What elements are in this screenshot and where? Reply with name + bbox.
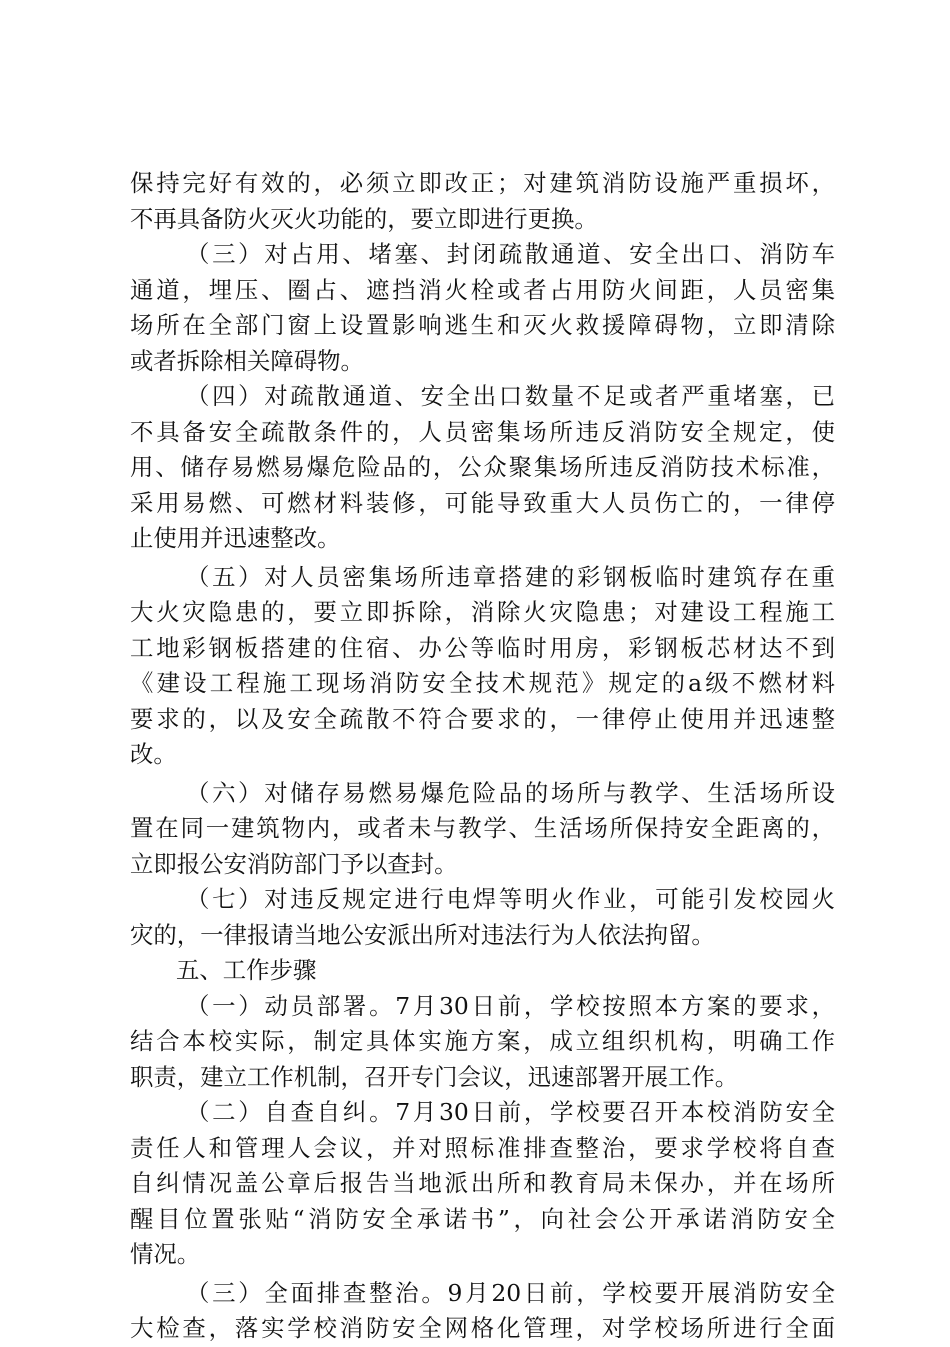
text-line: 立即报公安消防部门予以查封。 bbox=[130, 849, 458, 878]
text-line: 情况。 bbox=[130, 1240, 201, 1268]
text-line: 置在同一建筑物内，或者未与教学、生活场所保持安全距离的， bbox=[130, 814, 835, 842]
text-line: 自纠情况盖公章后报告当地派出所和教育局未保办，并在场所 bbox=[130, 1169, 835, 1197]
paragraph-five-start: （五）对人员密集场所违章搭建的彩钢板临时建筑存在重 bbox=[186, 562, 835, 591]
document-body bbox=[130, 166, 835, 1347]
paragraph-three-start: （三）对占用、堵塞、封闭疏散通道、安全出口、消防车 bbox=[186, 240, 835, 268]
text-line: 改。 bbox=[130, 740, 177, 768]
step-three-start: （三）全面排查整治。9月20日前，学校要开展消防安全 bbox=[186, 1278, 835, 1307]
text-line: 不具备安全疏散条件的，人员密集场所违反消防安全规定，使 bbox=[130, 417, 835, 446]
section-heading: 五、工作步骤 bbox=[176, 956, 317, 984]
text-line: 职责，建立工作机制，召开专门会议，迅速部署开展工作。 bbox=[130, 1062, 739, 1091]
text-line: 不再具备防火灭火功能的，要立即进行更换。 bbox=[130, 204, 598, 233]
text-line: 责任人和管理人会议，并对照标准排查整治，要求学校将自查 bbox=[130, 1133, 835, 1162]
step-two-start: （二）自查自纠。7月30日前，学校要召开本校消防安全 bbox=[186, 1098, 835, 1126]
text-line: 《建设工程施工现场消防安全技术规范》规定的a级不燃材料 bbox=[130, 669, 835, 697]
text-line: 醒目位置张贴“消防安全承诺书”，向社会公开承诺消防安全 bbox=[130, 1204, 835, 1233]
text-line: 工地彩钢板搭建的住宿、办公等临时用房，彩钢板芯材达不到 bbox=[130, 633, 835, 662]
text-line: 灾的，一律报请当地公安派出所对违法行为人依法拘留。 bbox=[130, 920, 715, 949]
text-line: 场所在全部门窗上设置影响逃生和灭火救援障碍物，立即清除 bbox=[130, 311, 835, 339]
text-line: 结合本校实际，制定具体实施方案，成立组织机构，明确工作 bbox=[130, 1027, 835, 1055]
text-line: 用、储存易燃易爆危险品的，公众聚集场所违反消防技术标准， bbox=[130, 453, 835, 481]
text-line: 要求的，以及安全疏散不符合要求的，一律停止使用并迅速整 bbox=[130, 704, 835, 733]
paragraph-four-start: （四）对疏散通道、安全出口数量不足或者严重堵塞，已 bbox=[186, 382, 835, 410]
step-one-start: （一）动员部署。7月30日前，学校按照本方案的要求， bbox=[186, 991, 835, 1020]
paragraph-seven-start: （七）对违反规定进行电焊等明火作业，可能引发校园火 bbox=[186, 885, 835, 913]
text-line: 大检查，落实学校消防安全网格化管理，对学校场所进行全面 bbox=[130, 1314, 835, 1342]
text-line: 止使用并迅速整改。 bbox=[130, 524, 341, 552]
text-line: 采用易燃、可燃材料装修，可能导致重大人员伤亡的，一律停 bbox=[130, 488, 835, 517]
text-line: 大火灾隐患的，要立即拆除，消除火灾隐患；对建设工程施工 bbox=[130, 598, 835, 626]
paragraph-six-start: （六）对储存易燃易爆危险品的场所与教学、生活场所设 bbox=[186, 778, 835, 807]
text-line: 或者拆除相关障碍物。 bbox=[130, 346, 364, 375]
text-line: 保持完好有效的，必须立即改正；对建筑消防设施严重损坏， bbox=[130, 169, 835, 197]
text-line: 通道，埋压、圈占、遮挡消火栓或者占用防火间距，人员密集 bbox=[130, 275, 835, 304]
